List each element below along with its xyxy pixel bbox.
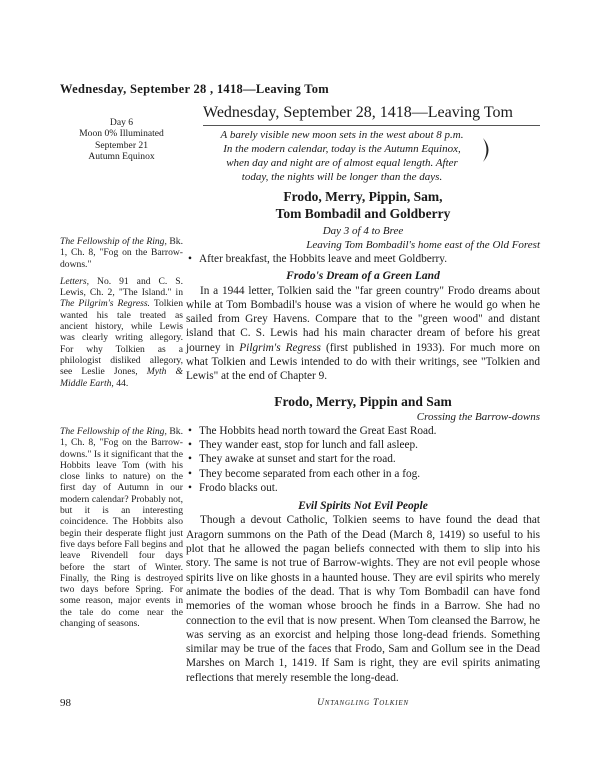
list-item: • Frodo blacks out. <box>199 481 540 495</box>
text-run: Myth & Middle Earth, <box>60 366 183 389</box>
text-run: The Pilgrim's Regress. <box>60 298 150 310</box>
text-run: The Fellowship of the Ring, <box>60 426 167 437</box>
event-list <box>186 424 540 495</box>
list-item: • The Hobbits head north toward the Great East Road. <box>199 424 540 438</box>
intro-paragraph <box>204 128 480 184</box>
list-item: • After breakfast, the Hobbits leave and meet Goldberry. <box>199 252 540 266</box>
list-item: • They awake at sunset and start for the road. <box>199 452 540 466</box>
text-run: Tolkien wanted his tale treated as ancient history, while Lewis was clearly writing allegory. For why Tolkien as a philologist disliked allegory, see Leslie Jones, <box>60 298 183 378</box>
crescent-moon-icon <box>470 135 500 165</box>
subsection-heading: Evil Spirits Not Evil People <box>298 500 428 513</box>
moon-illumination: Moon 0% Illuminated <box>79 128 164 140</box>
subsection-heading: Frodo's Dream of a Green Land <box>286 270 440 283</box>
section-heading: Frodo, Merry, Pippin, Sam, <box>283 189 443 204</box>
text-run: 44. <box>113 377 129 389</box>
text-run: Letters, <box>60 275 90 287</box>
text-run: Bk. 1, Ch. 8, "Fog on the Barrow-downs." Is it significant that the Hobbits leave Tom (with his close links to nature) on the first day of Autumn in our modern calendar? Probably not, but it is an interesting coincidence. The Hobbits also begin their desperate flight just five days before Fall begins and leave Rivendell four days before the start of Winter. Finally, the Ring is destroyed two days before Spring. For some reason, major events in the tale do come near the changing of seasons. <box>60 426 184 630</box>
running-head: Wednesday, September 28 , 1418—Leaving Tom <box>60 82 329 96</box>
text-run: No. 91 and C. S. Lewis, Ch. 2, "The Island." in <box>60 275 183 299</box>
list-item: • They become separated from each other in a fog. <box>199 467 540 481</box>
margin-notes-bottom <box>60 426 183 635</box>
book-title: Untangling Tolkien <box>317 698 409 708</box>
text-run: In a 1944 letter, Tolkien said the "far green country" Frodo dreams about while at Tom Bombadil's house was a vision of where he would go when he sailed from Grey Havens. Compare that to the "green wood" and distant island that C. S. Lewis had his main character dream of before his great journey in <box>186 284 540 354</box>
season-event: Autumn Equinox <box>88 150 155 162</box>
section-heading: Tom Bombadil and Goldberry <box>275 206 451 221</box>
margin-note <box>60 236 183 270</box>
location-caption: Crossing the Barrow-downs <box>416 410 540 423</box>
intro-line: In the modern calendar, today is the Autumn Equinox, <box>223 143 461 155</box>
page-title: Wednesday, September 28, 1418—Leaving Tom <box>203 103 540 126</box>
section-heading: Frodo, Merry, Pippin and Sam <box>274 393 452 409</box>
modern-date: September 21 <box>94 139 149 151</box>
section-characters <box>186 188 540 685</box>
text-run: The Fellowship of the Ring, <box>60 236 167 247</box>
text-run: Bk. 1, Ch. 8, "Fog on the Barrow-downs." <box>60 236 184 270</box>
event-list <box>186 252 540 266</box>
margin-notes-top <box>60 236 183 395</box>
location-caption: Leaving Tom Bombadil's home east of the Old Forest <box>306 239 540 251</box>
intro-line: when day and night are of almost equal length. After <box>226 157 458 169</box>
body-paragraph: Though a devout Catholic, Tolkien seems to have found the dead that Aragorn summons on the Path of the Dead (March 8, 1419) so useful to his plot that he allowed the pagan beliefs connected with them to slip into his story. The same is not true of Barrow-wights. They are not evil people whose spirits live on like ghosts in a haunted house. They are evil spirits who merely animate the bodies of the dead. That is why Tom Bombadil can have fond memories of the woman whose brooch he finds in a Barrow. She had no connection to the evil that is now present. When Tom cleansed the Barrow, he was serving as an exorcist and helping those long-dead friends. Something similar may be true of the faces that Frodo, Sam and Gollum see in the Dead Marshes on March 1, 1419. If Sam is right, they are evil spirits animating reflections that merely resemble the long-dead. <box>186 514 540 684</box>
text-run: (first published in 1933). For much more on what Tolkien and Lewis intended to do with their writings, see "Tolkien and Lewis" at the end of Chapter 9. <box>186 341 540 383</box>
journey-day: Day 3 of 4 to Bree <box>322 225 404 237</box>
intro-line: A barely visible new moon sets in the west about 8 p.m. <box>220 129 464 141</box>
page-number: 98 <box>60 697 71 709</box>
moon-info <box>60 117 183 162</box>
list-item: • They wander east, stop for lunch and fall asleep. <box>199 438 540 452</box>
margin-note <box>60 276 183 389</box>
margin-note <box>60 426 183 629</box>
text-run: Pilgrim's Regress <box>239 341 321 354</box>
body-paragraph <box>186 284 540 384</box>
day-number: Day 6 <box>109 117 134 128</box>
intro-line: today, the nights will be longer than the days. <box>241 171 443 183</box>
